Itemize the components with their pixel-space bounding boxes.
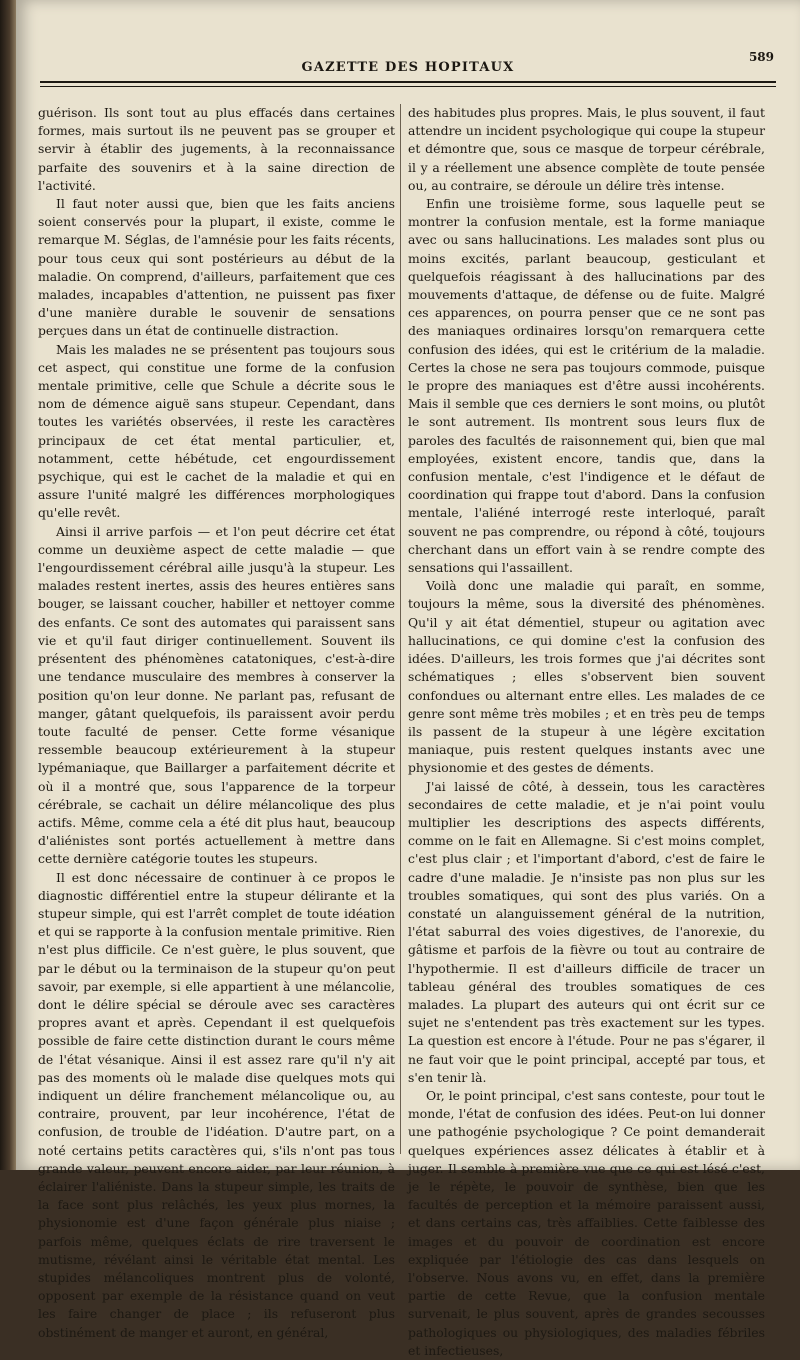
paragraph: Ainsi il arrive parfois — et l'on peut décrire cet état comme un deuxième aspect de cette maladie — que l'engourdissement cérébral aille jusqu'à la stupeur. Les malades restent inertes, assis des heures entières sans bouger, se laissant coucher, habiller et nettoyer comme des enfants. Ce sont des automates qui paraissent sans vie et qu'il faut diriger continuellement. Souvent ils présentent des phénomènes catatoniques, c'est-à-dire une tendance musculaire des membres à conserver la position qu'on leur donne. Ne parlant pas, refusant de manger, gâtant quelquefois, ils paraissent avoir perdu toute faculté de penser. Cette forme vésanique ressemble beaucoup extérieurement à la stupeur lypémaniaque, que Baillarger a parfaitement décrite et où il a montré que, sous l'apparence de la torpeur cérébrale, se cachait un délire mélancolique des plus actifs. Même, comme cela a été dit plus haut, beaucoup d'aliénistes sont portés actuellement à mettre dans cette dernière catégorie toutes les stupeurs.	[38, 523, 395, 867]
running-title: GAZETTE DES HOPITAUX	[301, 60, 515, 75]
book-binding-shadow	[0, 0, 16, 1170]
page-number: 589	[748, 50, 774, 64]
header-rule-thin	[40, 86, 776, 87]
paragraph: Or, le point principal, c'est sans conteste, pour tout le monde, l'état de confusion des idées. Peut-on lui donner une pathogénie psychologique ? Ce point demanderait quelques expériences assez délicates à établir et à juger. Il semble à première vue que ce qui est lésé c'est, je le répète, le pouvoir de synthèse, bien que les facultés de perception et la mémoire paraissent aussi, et dans certains cas, très affaiblies. Cette faiblesse des images et du pouvoir de coordination est encore expliquée par l'étiologie des cas dans lesquels on l'observe. Nous avons vu, en effet, dans la première partie de cette Revue, que la confusion mentale survenait, le plus souvent, après de grandes secousses pathologiques ou physiologiques, des maladies fébriles et infectieuses,	[408, 1087, 765, 1358]
paragraph: guérison. Ils sont tout au plus effacés dans certaines formes, mais surtout ils ne peuvent pas se grouper et servir à établir des jugements, à la reconnaissance parfaite des souvenirs et à la saine direction de l'activité.	[38, 105, 395, 193]
right-column	[408, 104, 765, 1358]
header-rule-thick	[40, 81, 776, 83]
paragraph: Voilà donc une maladie qui paraît, en somme, toujours la même, sous la diversité des phénomènes. Qu'il y ait état démentiel, stupeur ou agitation avec hallucinations, ce qui domine c'est la confusion des idées. D'ailleurs, les trois formes que j'ai décrites sont schématiques ; elles s'observent bien souvent confondues ou alternant entre elles. Les malades de ce genre sont même très mobiles ; et en très peu de temps ils passent de la stupeur à une légère excitation maniaque, puis restent quelques instants avec une physionomie et des gestes de déments.	[408, 578, 765, 776]
paragraph: Il est donc nécessaire de continuer à ce propos le diagnostic différentiel entre la stupeur délirante et la stupeur simple, qui est l'arrêt complet de toute idéation et qui se rapporte à la confusion mentale primitive. Rien n'est plus difficile. Ce n'est guère, le plus souvent, que par le début ou la terminaison de la stupeur qu'on peut savoir, par exemple, si elle appartient à une mélancolie, dont le délire spécial se déroule avec ses caractères propres avant et après. Cependant il est quelquefois possible de faire cette distinction durant le cours même de l'état vésanique. Ainsi il est assez rare qu'il n'y ait pas des moments où le malade dise quelques mots qui indiquent un délire franchement mélancolique ou, au contraire, prouvent, par leur incohérence, l'état de confusion, de trouble de l'idéation. D'autre part, on a noté certains petits caractères qui, s'ils n'ont pas tous grande valeur, peuvent encore aider, par leur réunion, à éclairer l'aliéniste. Dans la stupeur simple, les traits de la face sont plus relâchés, les yeux plus mornes, la physionomie est d'une façon générale plus niaise ; parfois même, quelques éclats de rire traversent le mutisme, révélant ainsi le véritable état mental. Les stupides mélancoliques montrent plus de volonté, opposent par exemple de la résistance quand on veut les faire changer de place ; ils refuseront plus obstinément de manger et auront, en général,	[38, 869, 395, 1340]
paragraph: Enfin une troisième forme, sous laquelle peut se montrer la confusion mentale, est la forme maniaque avec ou sans hallucinations. Les malades sont plus ou moins excités, parlant beaucoup, gesticulant et quelquefois réagissant à des hallucinations par des mouvements d'attaque, de défense ou de fuite. Malgré ces apparences, on pourra penser que ce ne sont pas des maniaques ordinaires lorsqu'on remarquera cette confusion des idées, qui est le critérium de la maladie. Certes la chose ne sera pas toujours commode, puisque le propre des maniaques est d'être aussi incohérents. Mais il semble que ces derniers le sont moins, ou plutôt le sont autrement. Ils montrent sous leurs flux de paroles des facultés de raisonnement qui, bien que mal employées, existent encore, tandis que, dans la confusion mentale, c'est l'indigence et le défaut de coordination qui frappe tout d'abord. Dans la confusion mentale, l'aliéné interrogé reste interloqué, paraît souvent ne pas comprendre, ou répond à côté, toujours cherchant dans un effort vain à se rendre compte des sensations qui l'assaillent.	[408, 196, 765, 576]
paragraph: Mais les malades ne se présentent pas toujours sous cet aspect, qui constitue une forme de la confusion mentale primitive, celle que Schule a décrite sous le nom de démence aiguë sans stupeur. Cependant, dans toutes les variétés observées, il reste les caractères principaux de cet état mental particulier, et, notamment, cette hébétude, cet engourdissement psychique, qui est le cachet de la maladie et qui en assure l'unité malgré les différences morphologiques qu'elle revêt.	[38, 341, 395, 521]
journal-page	[16, 0, 800, 1358]
column-divider	[400, 104, 401, 1154]
paragraph: Il faut noter aussi que, bien que les faits anciens soient conservés pour la plupart, il existe, comme le remarque M. Séglas, de l'amnésie pour les faits récents, pour tous ceux qui sont postérieurs au début de la maladie. On comprend, d'ailleurs, parfaitement que ces malades, incapables d'attention, ne puissent pas fixer d'une manière durable le souvenir de sensations perçues dans un état de continuelle distraction.	[38, 196, 395, 339]
left-column	[38, 104, 395, 1340]
page-header	[40, 50, 776, 90]
paragraph: des habitudes plus propres. Mais, le plus souvent, il faut attendre un incident psychologique qui coupe la stupeur et démontre que, sous ce masque de torpeur cérébrale, il y a réellement une absence complète de toute pensée ou, au contraire, se déroule un délire très intense.	[408, 105, 765, 193]
paragraph: J'ai laissé de côté, à dessein, tous les caractères secondaires de cette maladie, et je n'ai point voulu multiplier les descriptions des aspects différents, comme on le fait en Allemagne. Si c'est moins complet, c'est plus clair ; et l'important d'abord, c'est de faire le cadre d'une maladie. Je n'insiste pas non plus sur les troubles somatiques, qui sont des plus variés. On a constaté un alanguissement général de la nutrition, l'état saburral des voies digestives, de l'anorexie, du gâtisme et parfois de la fièvre ou tout au contraire de l'hypothermie. Il est d'ailleurs difficile de tracer un tableau général des troubles somatiques de ces malades. La plupart des auteurs qui ont écrit sur ce sujet ne s'entendent pas très exactement sur les types. La question est encore à l'étude. Pour ne pas s'égarer, il ne faut voir que le point principal, accepté par tous, et s'en tenir là.	[408, 778, 765, 1085]
text-columns	[38, 104, 782, 1358]
